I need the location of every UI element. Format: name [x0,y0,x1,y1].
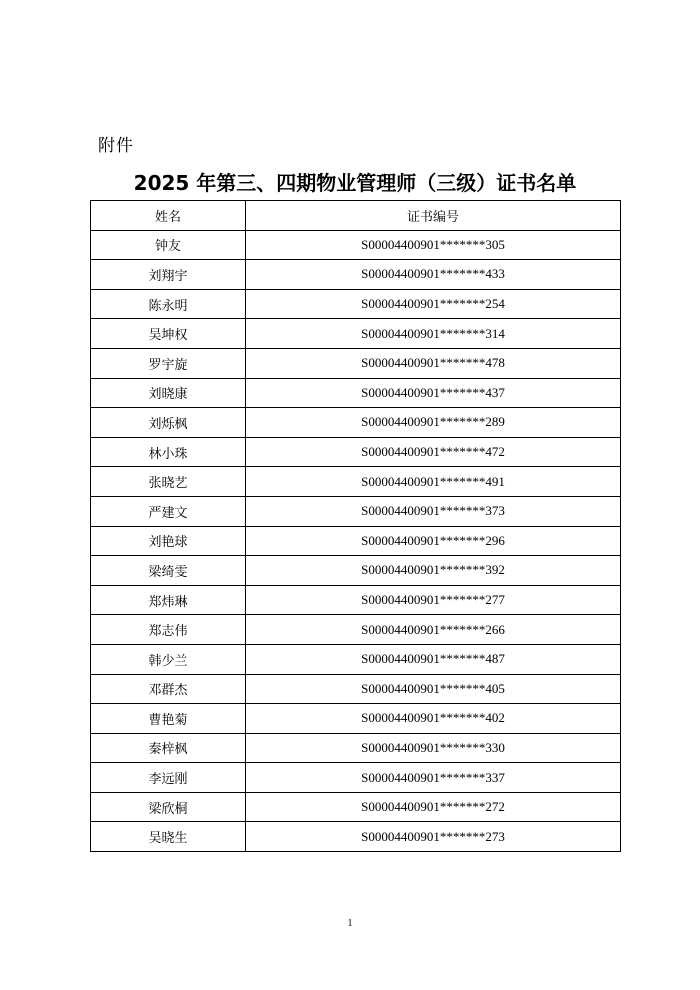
row-cert-number: S00004400901*******437 [246,378,621,408]
row-name: 罗宇旋 [91,348,246,378]
table-row [91,733,621,763]
row-cert-number: S00004400901*******405 [246,674,621,704]
row-name: 梁绮雯 [91,556,246,586]
attachment-label: 附件 [98,136,134,156]
page-number: 1 [347,918,353,929]
row-name: 钟友 [91,230,246,260]
table-row [91,585,621,615]
table-row [91,319,621,349]
table-row [91,348,621,378]
table-row [91,230,621,260]
row-name: 秦梓枫 [91,733,246,763]
table-row [91,822,621,852]
table-row [91,615,621,645]
certificate-table [90,200,621,852]
table-header-row [91,201,621,231]
header-name: 姓名 [91,201,246,231]
document-title: 2025 年第三、四期物业管理师（三级）证书名单 [133,171,577,195]
row-name: 刘翔宇 [91,260,246,290]
table-row [91,437,621,467]
table-row [91,556,621,586]
row-name: 曹艳菊 [91,704,246,734]
table-row [91,763,621,793]
row-name: 张晓艺 [91,467,246,497]
table-row [91,408,621,438]
row-name: 李远刚 [91,763,246,793]
row-cert-number: S00004400901*******266 [246,615,621,645]
row-cert-number: S00004400901*******277 [246,585,621,615]
row-cert-number: S00004400901*******373 [246,496,621,526]
table-row [91,526,621,556]
row-name: 邓群杰 [91,674,246,704]
row-cert-number: S00004400901*******296 [246,526,621,556]
table-row [91,674,621,704]
row-cert-number: S00004400901*******289 [246,408,621,438]
table-row [91,378,621,408]
row-cert-number: S00004400901*******478 [246,348,621,378]
row-cert-number: S00004400901*******337 [246,763,621,793]
row-name: 郑炜琳 [91,585,246,615]
row-cert-number: S00004400901*******433 [246,260,621,290]
row-name: 刘艳球 [91,526,246,556]
table-row [91,289,621,319]
row-cert-number: S00004400901*******491 [246,467,621,497]
row-cert-number: S00004400901*******273 [246,822,621,852]
table-row [91,260,621,290]
row-cert-number: S00004400901*******472 [246,437,621,467]
row-name: 林小珠 [91,437,246,467]
row-name: 韩少兰 [91,644,246,674]
row-cert-number: S00004400901*******487 [246,644,621,674]
row-name: 郑志伟 [91,615,246,645]
table-row [91,496,621,526]
row-name: 刘烁枫 [91,408,246,438]
row-name: 吴晓生 [91,822,246,852]
row-cert-number: S00004400901*******254 [246,289,621,319]
row-cert-number: S00004400901*******272 [246,792,621,822]
row-name: 陈永明 [91,289,246,319]
row-cert-number: S00004400901*******402 [246,704,621,734]
row-cert-number: S00004400901*******330 [246,733,621,763]
table-body [91,230,621,851]
table-row [91,792,621,822]
row-cert-number: S00004400901*******392 [246,556,621,586]
table-row [91,704,621,734]
row-name: 吴坤权 [91,319,246,349]
row-cert-number: S00004400901*******305 [246,230,621,260]
row-name: 严建文 [91,496,246,526]
row-cert-number: S00004400901*******314 [246,319,621,349]
row-name: 刘晓康 [91,378,246,408]
row-name: 梁欣桐 [91,792,246,822]
table-row [91,467,621,497]
header-cert-number: 证书编号 [246,201,621,231]
table-row [91,644,621,674]
